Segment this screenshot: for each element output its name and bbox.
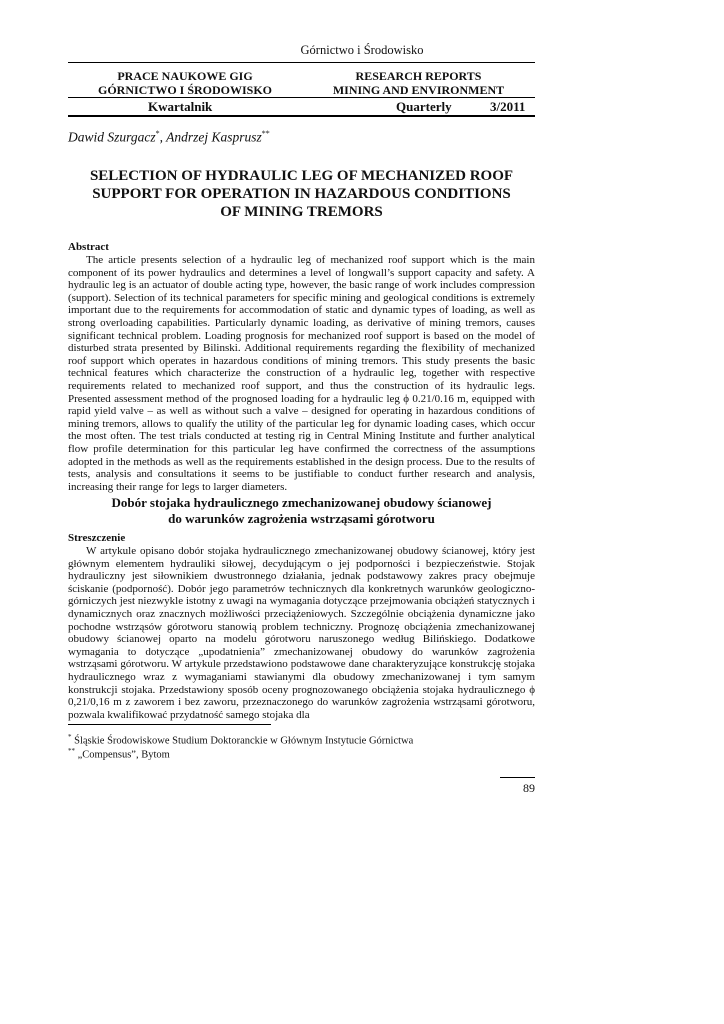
footnote-1-text: Śląskie Środowiskowe Studium Doktoranckie w Głównym Instytucie Górnictwa [71, 735, 414, 747]
header-mid-rule [68, 97, 535, 98]
footnote-2 [68, 745, 170, 762]
journal-name: Górnictwo i Środowisko [300, 43, 424, 57]
quarterly-label: Quarterly [396, 99, 452, 114]
page-number-rule [500, 777, 535, 778]
title-line-3: OF MINING TREMORS [220, 204, 383, 220]
author-2-mark: ** [261, 129, 270, 138]
author-1-mark: * [155, 129, 160, 138]
author-1: Dawid Szurgacz [68, 129, 156, 145]
author-separator: , [159, 129, 167, 145]
polish-title-line-1: Dobór stojaka hydraulicznego zmechanizowanej obudowy ścianowej [111, 495, 492, 510]
header-top-rule [68, 62, 535, 63]
issue-number: 3/2011 [490, 99, 526, 114]
footnote-rule [68, 724, 271, 725]
header-left-line1: PRACE NAUKOWE GIG [117, 69, 253, 83]
header-right-line2: MINING AND ENVIRONMENT [332, 83, 505, 97]
polish-title-line-2: do warunków zagrożenia wstrząsami górotworu [168, 511, 435, 526]
page-number: 89 [523, 781, 535, 795]
abstract-text: The article presents selection of a hydraulic leg of mechanized roof support which is the main component of its power hydraulics and determines a level of longwall’s support capacity and safety. A hydraulic leg is an actuator of double acting type, however, the basic range of work includes compression (support). Selection of its technical parameters for specific mining and geological conditions is extremely important due to the requirements for accommodation of static and dynamic types of loading, as well as strong overloading capabilities. Particularly dynamic loading, as derivative of mining tremors, causes significant technical problem. Loading prognosis for mechanized roof support is based on the model of disturbed strata presented by Bilinski. Additional requirements regarding the flexibility of mechanized roof support which operates in hazardous conditions of mining tremors. This study presents the basic technical features which characterize the construction of a hydraulic leg, together with respective requirements related to mechanized roof support, and thus the construction of its hydraulic legs. Presented assessment method of the prognosed loading for a hydraulic leg ϕ 0.21/0.16 m, equipped with rapid yield valve – as well as without such a valve – designed for operating in hazardous conditions of mining tremors, allows to qualify the utility of the particular leg for dynamic loading cases, which occur the most often. The test trials conducted at testing rig in Central Mining Institute and further analytical flow profile determination for this particular leg have confirmed the correctness of the assumptions adopted in the methods as well as the requirements established in the design process. Due to the results of tests, analysis and consultations it seems to be justifiable to conduct further research and analysis, increasing their range for legs to larger diameters. [68, 254, 535, 493]
author-2: Andrzej Kasprusz [166, 129, 262, 145]
abstract-heading: Abstract [68, 241, 109, 253]
title-line-1: SELECTION OF HYDRAULIC LEG OF MECHANIZED ROOF [89, 168, 514, 184]
streszczenie-heading: Streszczenie [68, 532, 126, 544]
polish-title [68, 495, 535, 527]
footnote-2-mark: ** [68, 747, 75, 755]
streszczenie-text: W artykule opisano dobór stojaka hydraulicznego zmechanizowanej obudowy ścianowej, który jest głównym elementem hydrauliki siłowej, decydującym o jej podporności i bezpieczeństwie. Stojak hydrauliczny jest siłownikiem dwustronnego działania, jednak podstawowy zakres pracy obejmuje ściskanie (podporność). Dobór jego parametrów technicznych dla konkretnych warunków geologiczno-górniczych jest niezwykle istotny z uwagi na wymagania dotyczące przejmowania obciążeń statycznych i dynamicznych oraz znacznych możliwości przeciążeniowych. Szczególnie obciążenia dynamiczne jako pochodne wstrząsów górotworu stanowią problem techniczny. Prognozę obciążenia zmechanizowanej obudowy ścianowej oparto na modelu górotworu naruszonego według Bilińskiego. Dodatkowe wymagania to dotyczące „upodatnienia” zmechanizowanej obudowy do warunków zagrożenia wstrząsami górotworu. W artykule przedstawiono podstawowe dane charakteryzujące konstrukcję stojaka hydraulicznego wraz z wymaganiami stawianymi dla obudowy zmechanizowanej i tym samym konstrukcji stojaka. Przedstawiony sposób oceny prognozowanego obciążenia stojaka hydraulicznego ϕ 0,21/0,16 m z zaworem i bez zaworu, przeznaczonego do warunków zagrożenia wstrząsami górotworu, pozwala kwalifikować przydatność samego stojaka dla [68, 545, 535, 721]
footnote-2-text: „Compensus”, Bytom [75, 749, 170, 761]
kwartalnik-label: Kwartalnik [148, 99, 213, 114]
article-title [68, 167, 535, 221]
footnote-1-mark: * [68, 733, 72, 741]
header-left-line2: GÓRNICTWO I ŚRODOWISKO [97, 83, 273, 97]
header-right-line1: RESEARCH REPORTS [355, 69, 482, 83]
title-line-2: SUPPORT FOR OPERATION IN HAZARDOUS CONDITIONS [92, 186, 511, 202]
header-bottom-rule [68, 115, 535, 117]
authors [68, 129, 270, 146]
